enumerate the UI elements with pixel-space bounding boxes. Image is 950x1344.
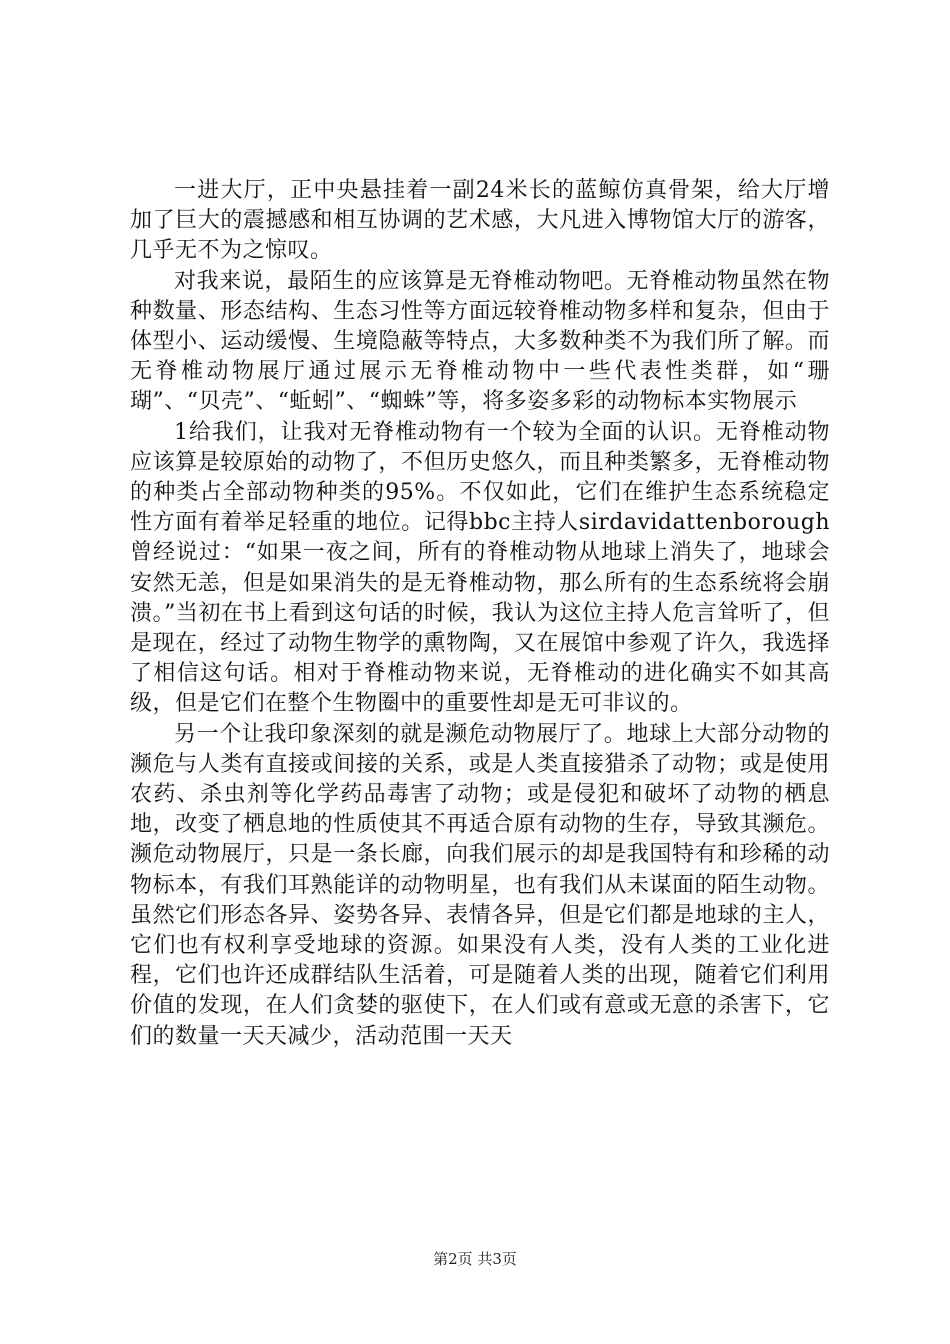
document-body (130, 176, 830, 1052)
paragraph-invertebrates-intro: 对我来说，最陌生的应该算是无脊椎动物吧。无脊椎动物虽然在物种数量、形态结构、生态习性等方面远较脊椎动物多样和复杂，但由于体型小、运动缓慢、生境隐蔽等特点，大多数种类不为我们所了解。而无脊椎动物展厅通过展示无脊椎动物中一些代表性类群，如“珊瑚”、“贝壳”、“蚯蚓”、“蜘蛛”等，将多姿多彩的动物标本实物展示 (130, 268, 830, 415)
page-number-footer: 第2页 共3页 (433, 1250, 517, 1268)
paragraph-blue-whale-hall: 一进大厅，正中央悬挂着一副24米长的蓝鲸仿真骨架，给大厅增加了巨大的震撼感和相互协调的艺术感，大凡进入博物馆大厅的游客，几乎无不为之惊叹。 (130, 178, 830, 264)
paragraph-endangered-animals: 另一个让我印象深刻的就是濒危动物展厅了。地球上大部分动物的濒危与人类有直接或间接的关系，或是人类直接猎杀了动物；或是使用农药、杀虫剂等化学药品毒害了动物；或是侵犯和破坏了动物的栖息地，改变了栖息地的性质使其不再适合原有动物的生存，导致其濒危。濒危动物展厅，只是一条长廊，向我们展示的却是我国特有和珍稀的动物标本，有我们耳熟能详的动物明星，也有我们从未谋面的陌生动物。虽然它们形态各异、姿势各异、表情各异，但是它们都是地球的主人，它们也有权利享受地球的资源。如果没有人类，没有人类的工业化进程，它们也许还成群结队生活着，可是随着人类的出现，随着它们利用价值的发现，在人们贪婪的驱使下，在人们或有意或无意的杀害下，它们的数量一天天减少，活动范围一天天 (130, 721, 830, 1049)
paragraph-invertebrates-importance: 1给我们，让我对无脊椎动物有一个较为全面的认识。无脊椎动物应该算是较原始的动物了，不但历史悠久，而且种类繁多，无脊椎动物的种类占全部动物种类的95%。不仅如此，它们在维护生态系统稳定性方面有着举足轻重的地位。记得bbc主持人sirdavidattenborough曾经说过：“如果一夜之间，所有的脊椎动物从地球上消失了，地球会安然无恙，但是如果消失的是无脊椎动物，那么所有的生态系统将会崩溃。”当初在书上看到这句话的时候，我认为这位主持人危言耸听了，但是现在，经过了动物生物学的熏物陶，又在展馆中参观了许久，我选择了相信这句话。相对于脊椎动物来说，无脊椎动的进化确实不如其高级，但是它们在整个生物圈中的重要性却是无可非议的。 (130, 419, 830, 717)
